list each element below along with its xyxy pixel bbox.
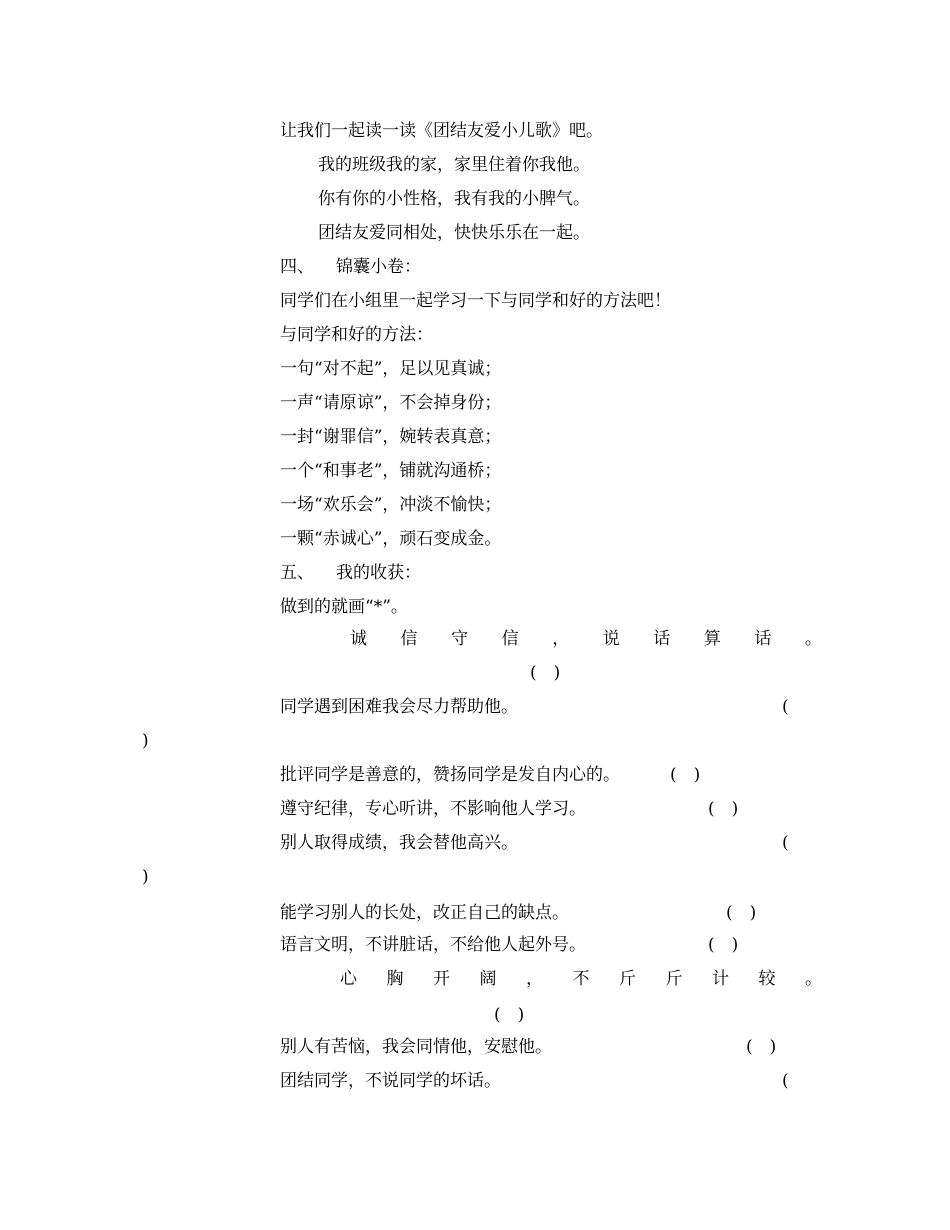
section-4-heading [280,256,421,278]
checklist-item-learn-strengths: 能学习别人的长处，改正自己的缺点。 [280,903,569,923]
checklist-char: 算 [703,629,721,649]
section-4-intro: 同学们在小组里一起学习一下与同学和好的方法吧！ [280,291,671,311]
checklist-char: 斤 [619,969,636,989]
section-5-instruction: 做到的就画“*”。 [280,597,408,617]
method-line-4: 一个“和事老”，铺就沟通桥； [280,461,502,481]
methods-title: 与同学和好的方法： [280,325,433,345]
method-line-1: 一句“对不起”，足以见真诚； [280,359,502,379]
section-5-title: 我的收获： [336,563,421,583]
answer-blank-open[interactable]: ( [782,833,789,853]
answer-blank-open[interactable]: ( [782,697,789,717]
checklist-char: 守 [451,629,469,649]
checklist-char: 信 [400,629,418,649]
poem-line-2: 你有你的小性格，我有我的小脾气。 [318,189,590,209]
answer-blank[interactable]: ( ) [708,799,739,819]
checklist-char: 。 [804,629,822,649]
checklist-char: 。 [805,969,822,989]
method-line-3: 一封“谢罪信”，婉转表真意； [280,427,502,447]
checklist-char: ， [526,969,543,989]
checklist-char: 话 [653,629,671,649]
checklist-char: 较 [758,969,776,989]
checklist-char: 不 [572,969,590,989]
checklist-char: 阔 [479,969,497,989]
checklist-item-open-mind [340,968,822,990]
answer-blank[interactable]: ( ) [670,765,701,785]
checklist-char: 胸 [386,969,404,989]
method-line-6: 一颗“赤诚心”，顽石变成金。 [280,529,502,549]
section-4-number: 四、 [280,257,314,277]
checklist-item-unity: 团结同学，不说同学的坏话。 [280,1071,501,1091]
answer-blank-open[interactable]: ( [782,1071,789,1091]
method-line-2: 一声“请原谅”，不会掉身份； [280,393,502,413]
checklist-item-discipline: 遵守纪律，专心听讲，不影响他人学习。 [280,799,586,819]
poem-line-1: 我的班级我的家，家里住着你我他。 [318,155,590,175]
checklist-char: 信 [501,629,519,649]
intro-line: 让我们一起读一读《团结友爱小儿歌》吧。 [280,121,603,141]
checklist-item-sympathy: 别人有苦恼，我会同情他，安慰他。 [280,1037,552,1057]
poem-line-3: 团结友爱同相处，快快乐乐在一起。 [318,223,590,243]
answer-blank[interactable]: ( ) [708,935,739,955]
answer-blank[interactable]: ( ) [726,903,757,923]
checklist-char: 话 [754,629,772,649]
answer-blank-close[interactable]: ) [142,867,149,887]
checklist-char: 计 [712,969,729,989]
checklist-char: 斤 [665,969,683,989]
checklist-char: 说 [602,629,620,649]
answer-blank[interactable]: ( ) [530,663,561,683]
checklist-item-civil-language: 语言文明，不讲脏话，不给他人起外号。 [280,935,586,955]
checklist-char: 诚 [350,629,367,649]
section-5-number: 五、 [280,563,314,583]
checklist-char: 开 [433,969,450,989]
checklist-char: 心 [340,969,357,989]
answer-blank[interactable]: ( ) [494,1005,525,1025]
checklist-item-happy-for-others: 别人取得成绩，我会替他高兴。 [280,833,518,853]
answer-blank[interactable]: ( ) [746,1037,777,1057]
checklist-item-help: 同学遇到困难我会尽力帮助他。 [280,697,518,717]
checklist-char: ， [552,629,570,649]
section-5-heading [280,562,421,584]
answer-blank-close[interactable]: ) [142,731,149,751]
checklist-item-honesty [350,628,822,650]
method-line-5: 一场“欢乐会”，冲淡不愉快； [280,495,502,515]
checklist-item-criticism: 批评同学是善意的，赞扬同学是发自内心的。 [280,765,620,785]
section-4-title: 锦囊小卷： [336,257,421,277]
